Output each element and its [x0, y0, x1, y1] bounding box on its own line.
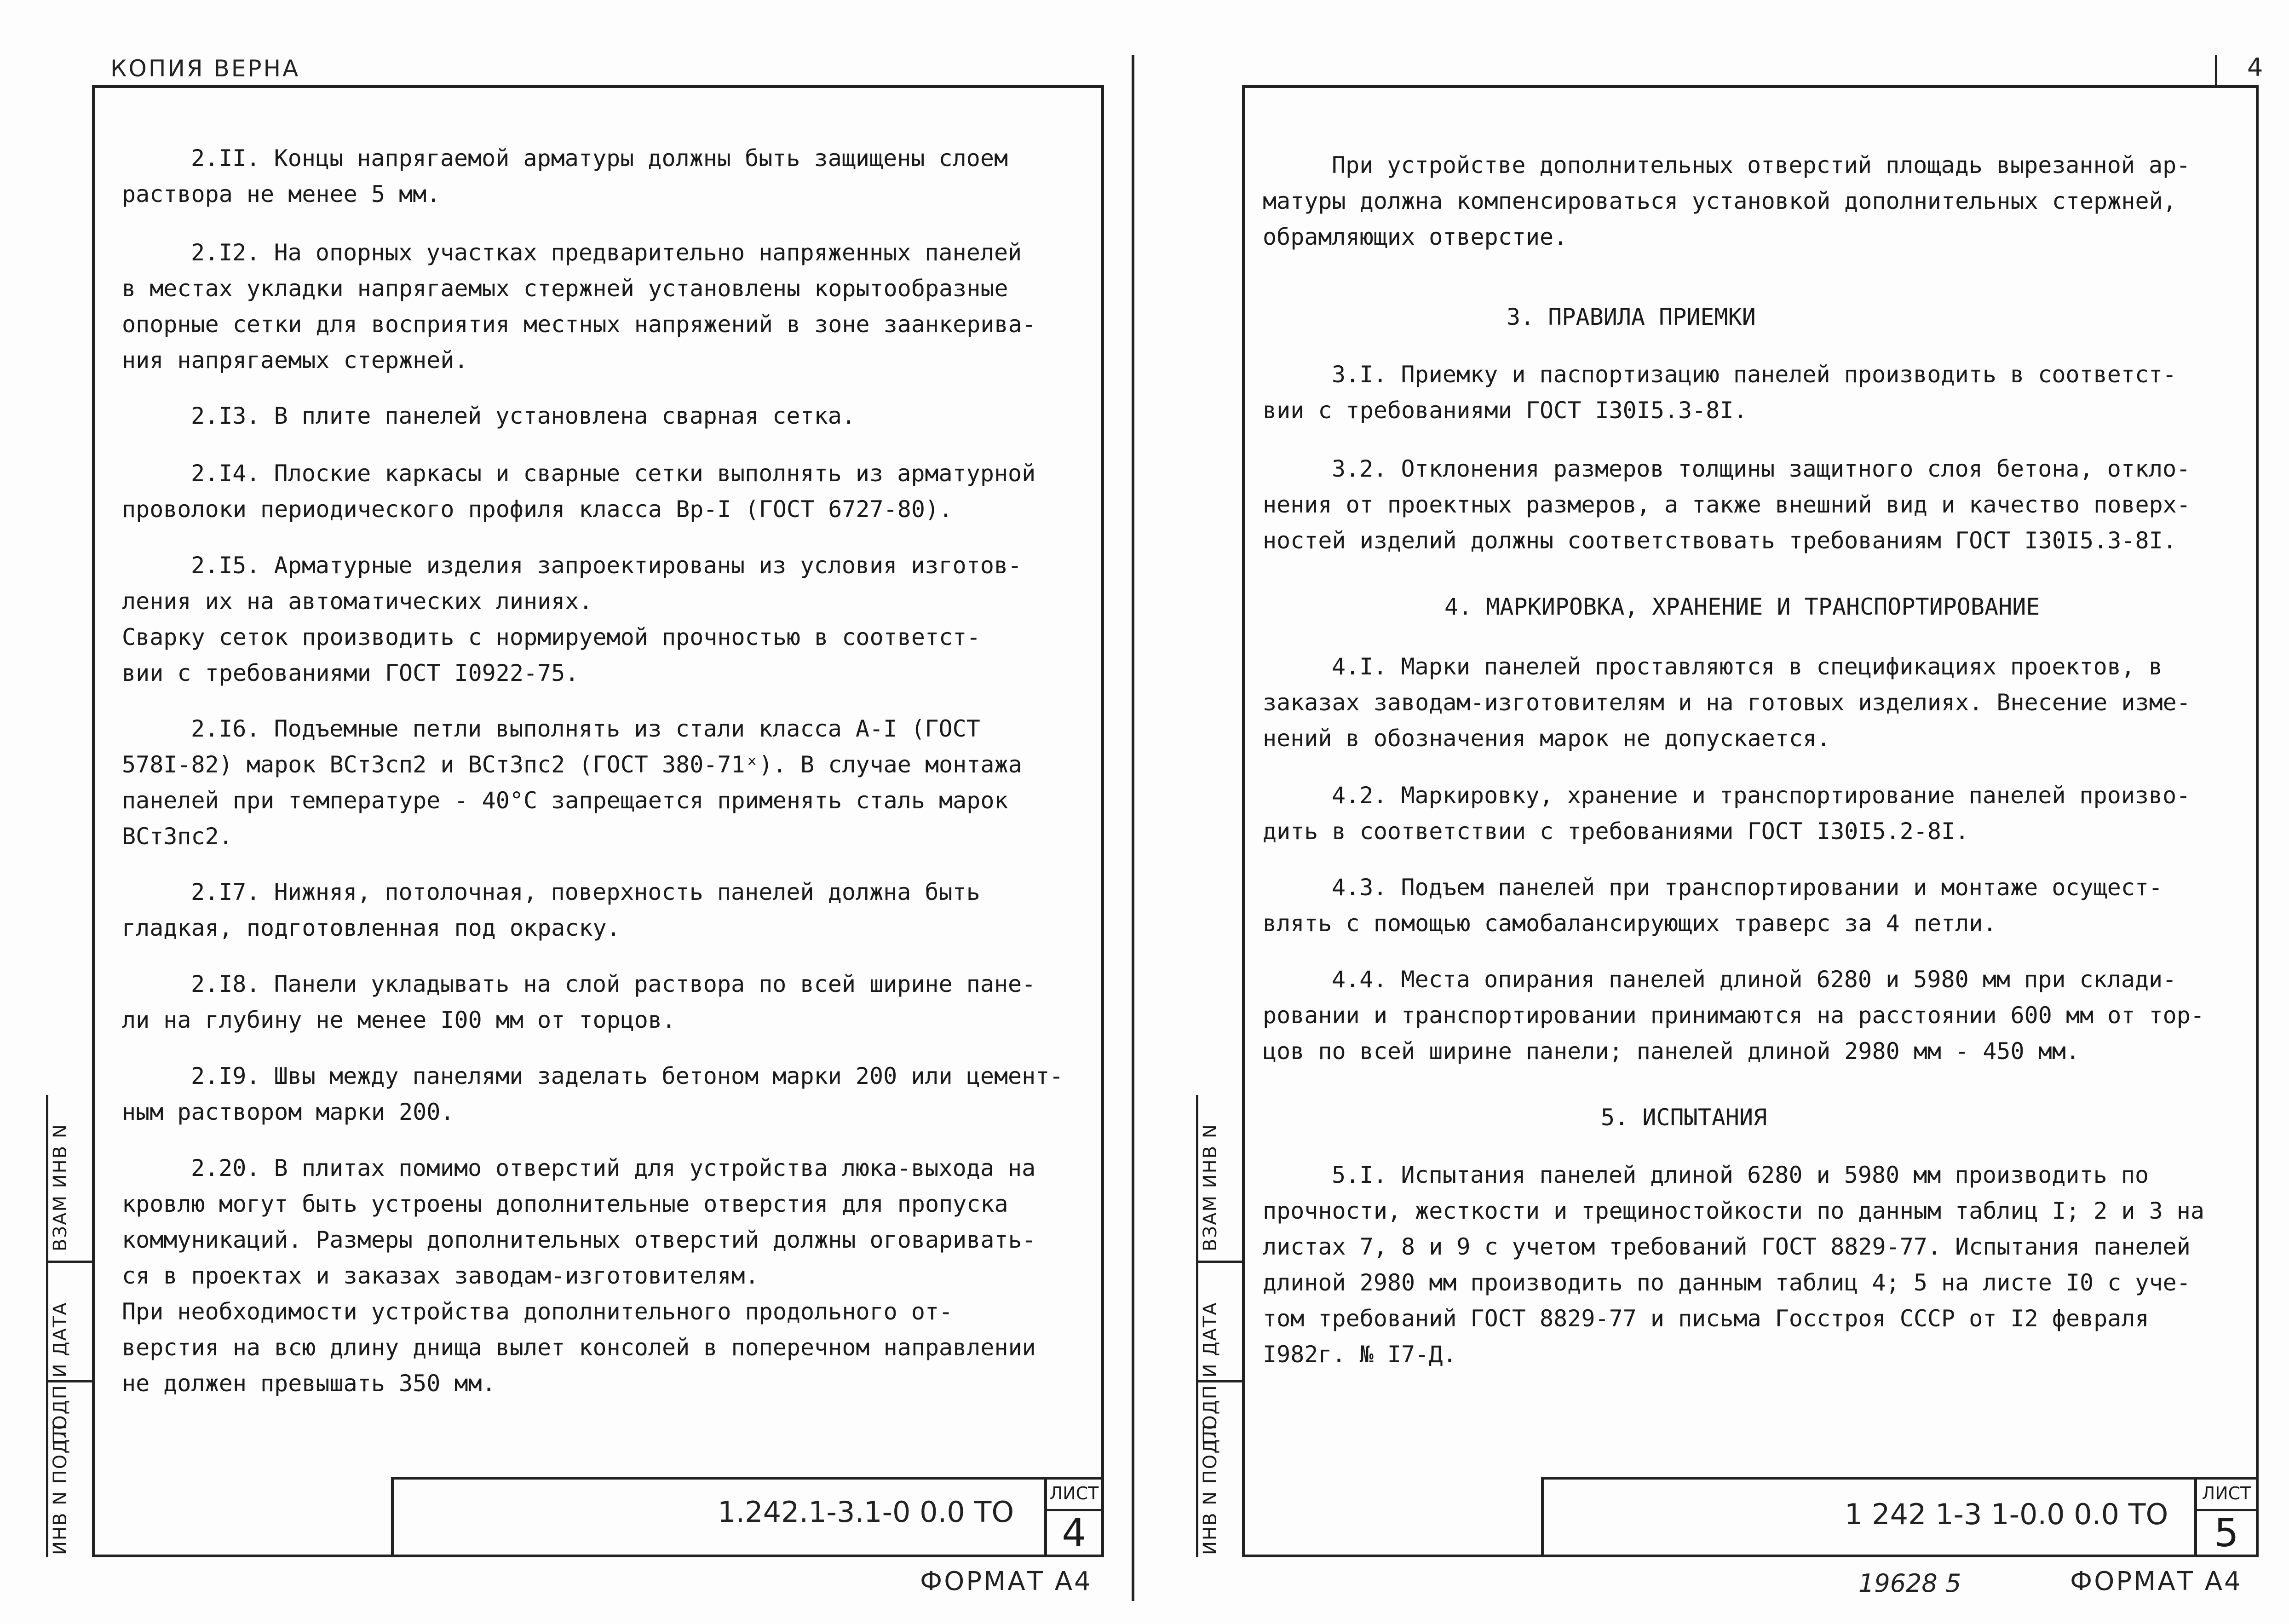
section-3-title: 3. ПРАВИЛА ПРИЕМКИ [1507, 304, 1756, 330]
left-paragraph-2-12: 2.I2. На опорных участках предварительно напряженных панелей в местах укладки напрягаемых стержней установлены корытообразные опорные сетки для восприятия местных напряжений в зоне заанкерива- ния напрягаемых стержней. [122, 239, 1036, 374]
left-sidebar-date: ПОДП И ДАТА [50, 1302, 71, 1445]
section-4-title: 4. МАРКИРОВКА, ХРАНЕНИЕ И ТРАНСПОРТИРОВАНИЕ [1444, 593, 2040, 620]
right-sheet-number: 5 [2214, 1510, 2239, 1555]
right-sheet-box [2194, 1477, 2259, 1557]
section-5-title: 5. ИСПЫТАНИЯ [1601, 1104, 1767, 1131]
left-sheet-number: 4 [1062, 1510, 1087, 1555]
left-sidebar-outer [46, 1095, 48, 1557]
right-sidebar-vzam: ВЗАМ ИНВ N [1200, 1123, 1221, 1251]
right-paragraph-4-4: 4.4. Места опирания панелей длиной 6280 и 5980 мм при склади- ровании и транспортировании принимаются на расстоянии 600 мм от тор- цов по всей ширине панели; панелей длиной 2980 мм - 450 мм. [1263, 966, 2204, 1065]
left-paragraph-2-17: 2.I7. Нижняя, потолочная, поверхность панелей должна быть гладкая, подготовленная под окраску. [122, 879, 980, 941]
right-sidebar-outer [1196, 1095, 1198, 1557]
right-sidebar-inv: ИНВ N ПОДЛ [1200, 1423, 1221, 1555]
left-paragraph-2-14: 2.I4. Плоские каркасы и сварные сетки выполнять из арматурной проволоки периодического профиля класса Вр-I (ГОСТ 6727-80). [122, 460, 1036, 523]
left-format: ФОРМАТ А4 [920, 1566, 1093, 1596]
left-sidebar-vzam: ВЗАМ ИНВ N [50, 1123, 71, 1251]
archive-number: 19628 5 [1858, 1569, 1961, 1598]
right-sheet-label: ЛИСТ [2197, 1480, 2256, 1511]
left-sidebar-inv: ИНВ N ПОДЛ [50, 1423, 71, 1555]
right-paragraph-3-1: 3.I. Приемку и паспортизацию панелей производить в соответст- вии с требованиями ГОСТ I30I5.3-8I. [1263, 361, 2177, 424]
right-stamp-code: 1 242 1-3 1-0.0 0.0 ТО [1845, 1497, 2168, 1531]
corner-tick [2215, 55, 2217, 87]
left-paragraph-2-13: 2.I3. В плите панелей установлена сварная сетка. [191, 403, 856, 429]
corner-number: 4 [2247, 53, 2263, 82]
right-sidebar-date: ПОДП И ДАТА [1200, 1302, 1221, 1445]
left-sheet-box [1044, 1477, 1104, 1557]
left-stamp-code: 1.242.1-3.1-0 0.0 ТО [718, 1495, 1014, 1529]
left-paragraph-2-18: 2.I8. Панели укладывать на слой раствора по всей ширине пане- ли на глубину не менее I00 мм от торцов. [122, 971, 1036, 1033]
left-paragraph-2-16: 2.I6. Подъемные петли выполнять из стали класса А-I (ГОСТ 578I-82) марок ВСт3сп2 и ВСт3пс2 (ГОСТ 380-71ˣ). В случае монтажа панелей при температуре - 40°С запрещается применять сталь марок ВСт3пс2. [122, 715, 1022, 850]
left-paragraph-2-15: 2.I5. Арматурные изделия запроектированы из условия изготов- ления их на автоматических линиях. Сварку сеток производить с нормируемой прочностью в соответст- вии с требованиями ГОСТ I0922-75. [122, 552, 1022, 686]
right-format: ФОРМАТ А4 [2070, 1566, 2243, 1596]
right-paragraph-4-1: 4.I. Марки панелей проставляются в спецификациях проектов, в заказах заводам-изготовителям и на готовых изделиях. Внесение изме- нений в обозначения марок не допускается. [1263, 653, 2191, 752]
left-sidebar-div1 [46, 1261, 94, 1263]
copy-stamp: КОПИЯ ВЕРНА [110, 55, 300, 82]
right-paragraph-5-1: 5.I. Испытания панелей длиной 6280 и 5980 мм производить по прочности, жесткости и трещиностойкости по данным таблиц I; 2 и 3 на листах 7, 8 и 9 с учетом требований ГОСТ 8829-77. Испытания панелей длиной 2980 мм производить по данным таблиц 4; 5 на листе I0 с уче- том требований ГОСТ 8829-77 и письма Госстроя СССР от I2 февраля I982г. № I7-Д. [1263, 1162, 2204, 1368]
left-paragraph-2-19: 2.I9. Швы между панелями заделать бетоном марки 200 или цемент- ным раствором марки 200. [122, 1063, 1064, 1125]
left-sheet-label: ЛИСТ [1047, 1480, 1101, 1511]
left-paragraph-2-11: 2.II. Концы напрягаемой арматуры должны быть защищены слоем раствора не менее 5 мм. [122, 145, 1008, 207]
left-sidebar-line [92, 1095, 95, 1557]
right-paragraph-4-2: 4.2. Маркировку, хранение и транспортирование панелей произво- дить в соответствии с требованиями ГОСТ I30I5.2-8I. [1263, 782, 2191, 845]
right-intro: При устройстве дополнительных отверстий площадь вырезанной ар- матуры должна компенсироваться установкой дополнительных стержней, обрамляющих отверстие. [1263, 152, 2191, 250]
right-paragraph-3-2: 3.2. Отклонения размеров толщины защитного слоя бетона, откло- нения от проектных размеров, а также внешний вид и качество поверх- ностей изделий должны соответствовать требованиям ГОСТ I30I5.3-8I. [1263, 455, 2191, 554]
right-paragraph-4-3: 4.3. Подъем панелей при транспортировании и монтаже осущест- влять с помощью самобалансирующих траверс за 4 петли. [1263, 874, 2163, 937]
left-paragraph-2-20: 2.20. В плитах помимо отверстий для устройства люка-выхода на кровлю могут быть устроены дополнительные отверстия для пропуска коммуникаций. Размеры дополнительных отверстий должны оговаривать- ся в проектах и заказах заводам-изготовителям. При необходимости устройства дополнительного продольного от- верстия на всю длину днища вылет консолей в поперечном направлении не должен превышать 350 мм. [122, 1155, 1036, 1397]
right-sidebar-div1 [1196, 1261, 1244, 1263]
fold-line [1132, 55, 1134, 1601]
